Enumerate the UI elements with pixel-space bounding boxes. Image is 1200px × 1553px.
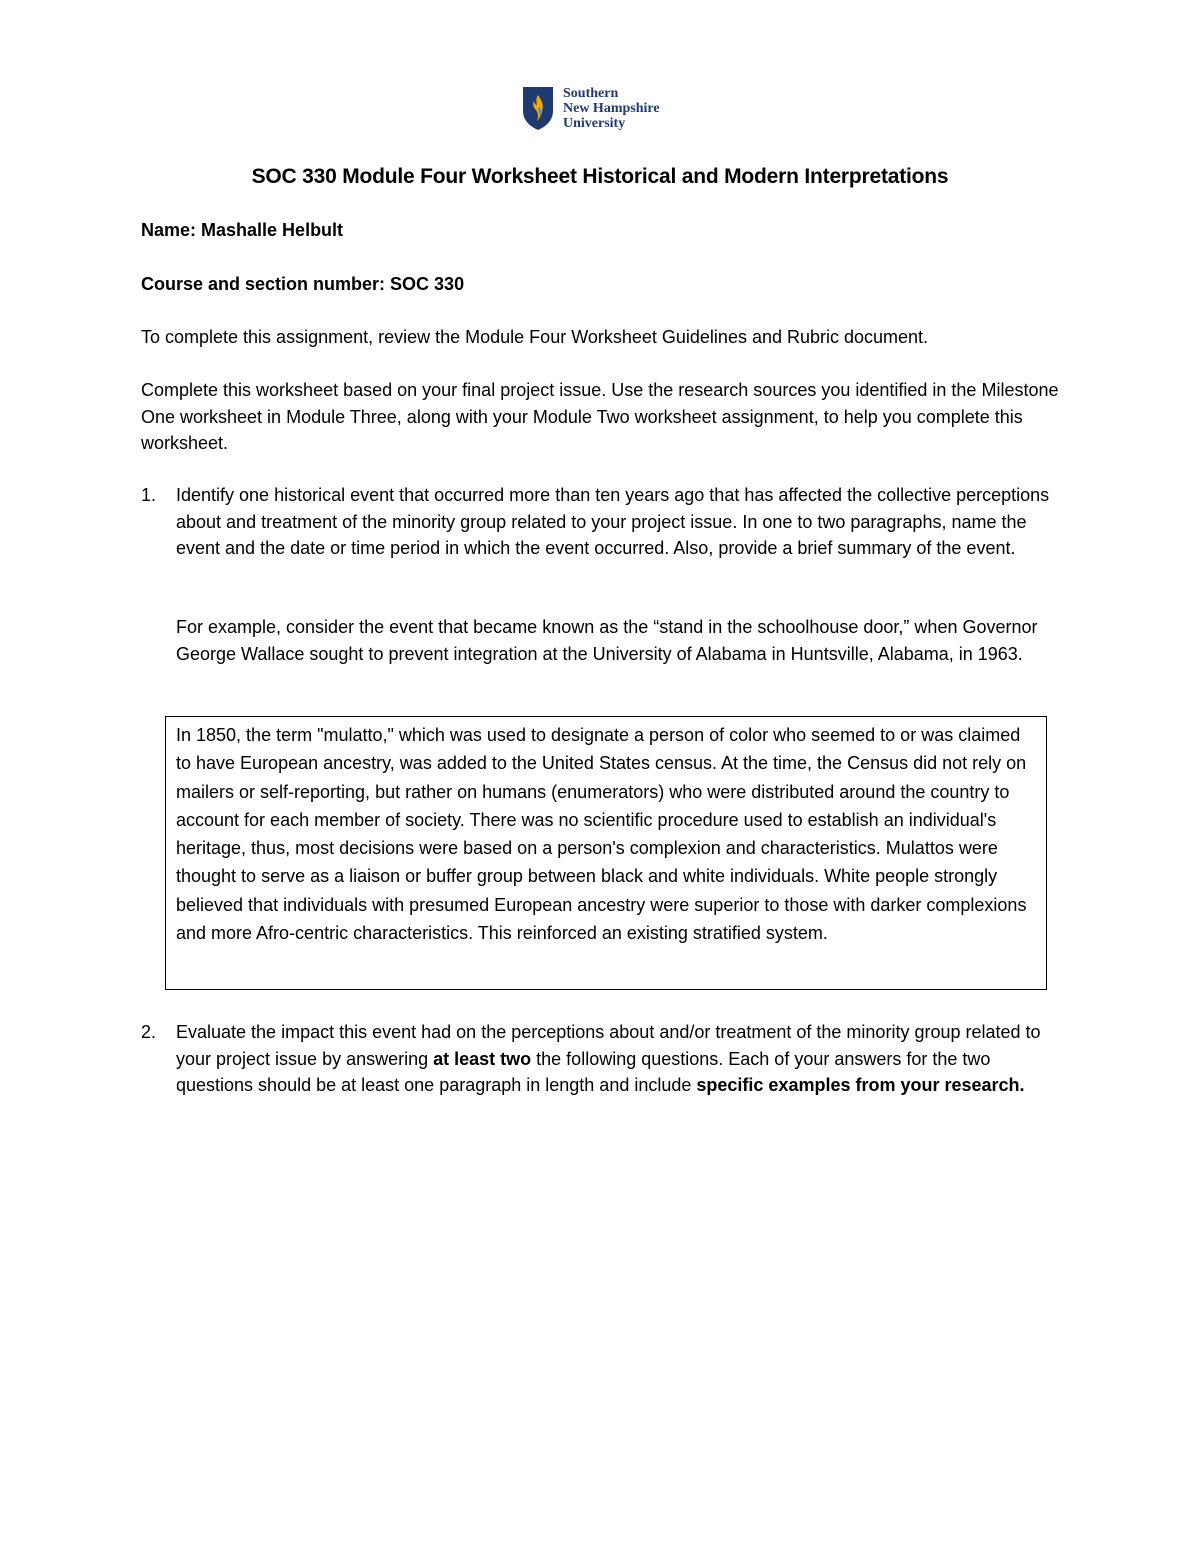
question-2-text-middle: the following questions. Each of your answers for the two questions should be at least one paragraph in length and include: [176, 1048, 991, 1095]
question-2-emphasis-at-least-two: at least two: [433, 1048, 532, 1069]
answer-1-textbox[interactable]: In 1850, the term "mulatto," which was used to designate a person of color who seemed to or was claimed to have European ancestry, was added to the United States census. At the time, the Census did not rely on mailers or self-reporting, but rather on humans (enumerators) who were distributed around the country to account for each member of society. There was no scientific procedure used to establish an individual's heritage, thus, most decisions were based on a person's complexion and characteristics. Mulattos were thought to serve as a liaison or buffer group between black and white individuals. White people strongly believed that individuals with presumed European ancestry were superior to those with darker complexions and more Afro-centric characteristics. This reinforced an existing stratified system.: [165, 716, 1047, 990]
shield-flame-icon: [521, 85, 555, 131]
instructions-paragraph: Complete this worksheet based on your final project issue. Use the research sources you identified in the Milestone One worksheet in Module Three, along with your Module Two worksheet assignment, to help you complete this worksheet.: [141, 380, 1059, 453]
logo-line-1: Southern: [563, 85, 619, 101]
intro-paragraph: To complete this assignment, review the Module Four Worksheet Guidelines and Rubric document.: [141, 327, 929, 347]
question-2-text: [176, 1019, 1056, 1099]
question-2-emphasis-specific-examples: specific examples from your research.: [696, 1075, 1025, 1095]
question-2-text-before: Evaluate the impact this event had on the perceptions about and/or treatment of the minority group related to your project issue by answering: [176, 1022, 1041, 1069]
document-title: SOC 330 Module Four Worksheet Historical and Modern Interpretations: [251, 165, 949, 188]
question-1-text: Identify one historical event that occurred more than ten years ago that has affected the collective perceptions about and treatment of the minority group related to your project issue. In one to two paragraphs, name the event and the date or time period in which the event occurred. Also, provide a brief summary of the event.: [176, 485, 1050, 558]
course-line: Course and section number: SOC 330: [141, 274, 465, 294]
snhu-logo: [521, 84, 691, 132]
logo-line-2: New Hampshire: [563, 100, 660, 116]
question-1-number: 1.: [141, 485, 157, 505]
question-2: [141, 1019, 1061, 1099]
logo-line-3: University: [563, 115, 626, 131]
question-1: [141, 482, 1061, 562]
name-line: Name: Mashalle Helbult: [141, 220, 344, 240]
question-2-number: 2.: [141, 1022, 157, 1042]
question-1-example: For example, consider the event that became known as the “stand in the schoolhouse door,” when Governor George Wallace sought to prevent integration at the University of Alabama in Huntsville, Alabama, in 1963.: [176, 617, 1038, 664]
